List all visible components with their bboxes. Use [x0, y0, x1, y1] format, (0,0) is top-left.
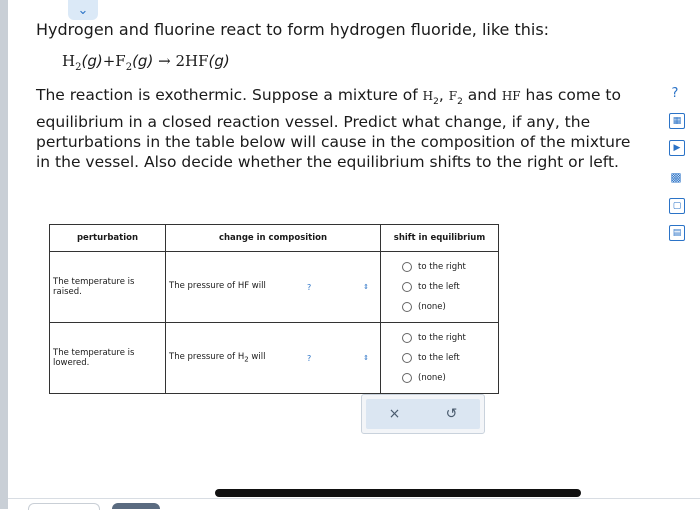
- bottom-tab-right[interactable]: [112, 503, 160, 509]
- answer-actions: [361, 394, 485, 434]
- data-icon[interactable]: ▤: [669, 225, 685, 241]
- radio-option[interactable]: to the right: [384, 257, 495, 277]
- dropdown-arrows-icon: ⇕: [363, 283, 369, 291]
- shift-cell: [381, 252, 499, 323]
- reaction-equation: $H_2(g)+F_2(g) \to 2HF(g)$: [62, 52, 230, 73]
- composition-cell: [166, 323, 381, 394]
- clear-button[interactable]: ×: [388, 406, 401, 422]
- scrollbar-thumb[interactable]: [215, 489, 581, 497]
- dropdown-arrows-icon: ⇕: [363, 354, 369, 362]
- radio-icon[interactable]: [402, 373, 412, 383]
- question-icon[interactable]: ?: [671, 85, 679, 101]
- side-toolbar: [666, 84, 688, 252]
- shift-cell: [381, 323, 499, 394]
- radio-option[interactable]: to the left: [384, 348, 495, 368]
- radio-option[interactable]: to the right: [384, 328, 495, 348]
- left-rail: [0, 0, 8, 509]
- composition-dropdown[interactable]: ? ⇕: [307, 353, 369, 363]
- radio-icon[interactable]: [402, 302, 412, 312]
- radio-option[interactable]: (none): [384, 297, 495, 317]
- table-row: [50, 323, 499, 394]
- chevron-down-icon[interactable]: ⌄: [68, 0, 98, 20]
- radio-icon[interactable]: [402, 353, 412, 363]
- bottom-divider: [8, 498, 700, 499]
- composition-label: The pressure of $H_2$ will: [169, 352, 266, 364]
- intro-text: Hydrogen and fluorine react to form hydrogen fluoride, like this:: [36, 20, 550, 39]
- perturbation-cell: The temperature is lowered.: [50, 323, 166, 394]
- header-shift: shift in equilibrium: [381, 225, 499, 252]
- radio-option[interactable]: to the left: [384, 277, 495, 297]
- perturbation-cell: The temperature is raised.: [50, 252, 166, 323]
- header-composition: change in composition: [166, 225, 381, 252]
- radio-icon[interactable]: [402, 262, 412, 272]
- table-row: [50, 252, 499, 323]
- perturbation-table: [49, 224, 499, 394]
- periodic-table-icon[interactable]: ▢: [669, 198, 685, 214]
- composition-cell: [166, 252, 381, 323]
- table-header-row: [50, 225, 499, 252]
- video-icon[interactable]: ▶: [669, 140, 685, 156]
- action-buttons: [366, 399, 480, 429]
- calculator-icon[interactable]: ▦: [669, 113, 685, 129]
- header-perturbation: perturbation: [50, 225, 166, 252]
- composition-dropdown[interactable]: ? ⇕: [307, 282, 369, 292]
- radio-icon[interactable]: [402, 282, 412, 292]
- radio-icon[interactable]: [402, 333, 412, 343]
- undo-button[interactable]: ↺: [445, 406, 458, 422]
- radio-option[interactable]: (none): [384, 368, 495, 388]
- composition-label: The pressure of HF will: [169, 281, 266, 292]
- chart-icon[interactable]: ▩: [670, 170, 682, 184]
- problem-paragraph: The reaction is exothermic. Suppose a mixture of $H_2$, $F_2$ and HF has come to equilibrium in a closed reaction vessel. Predict what change, if any, the perturbations in the table below will cause in the composition of the mixture in the vessel. Also decide whether the equilibrium shifts to the right or left.: [36, 86, 631, 172]
